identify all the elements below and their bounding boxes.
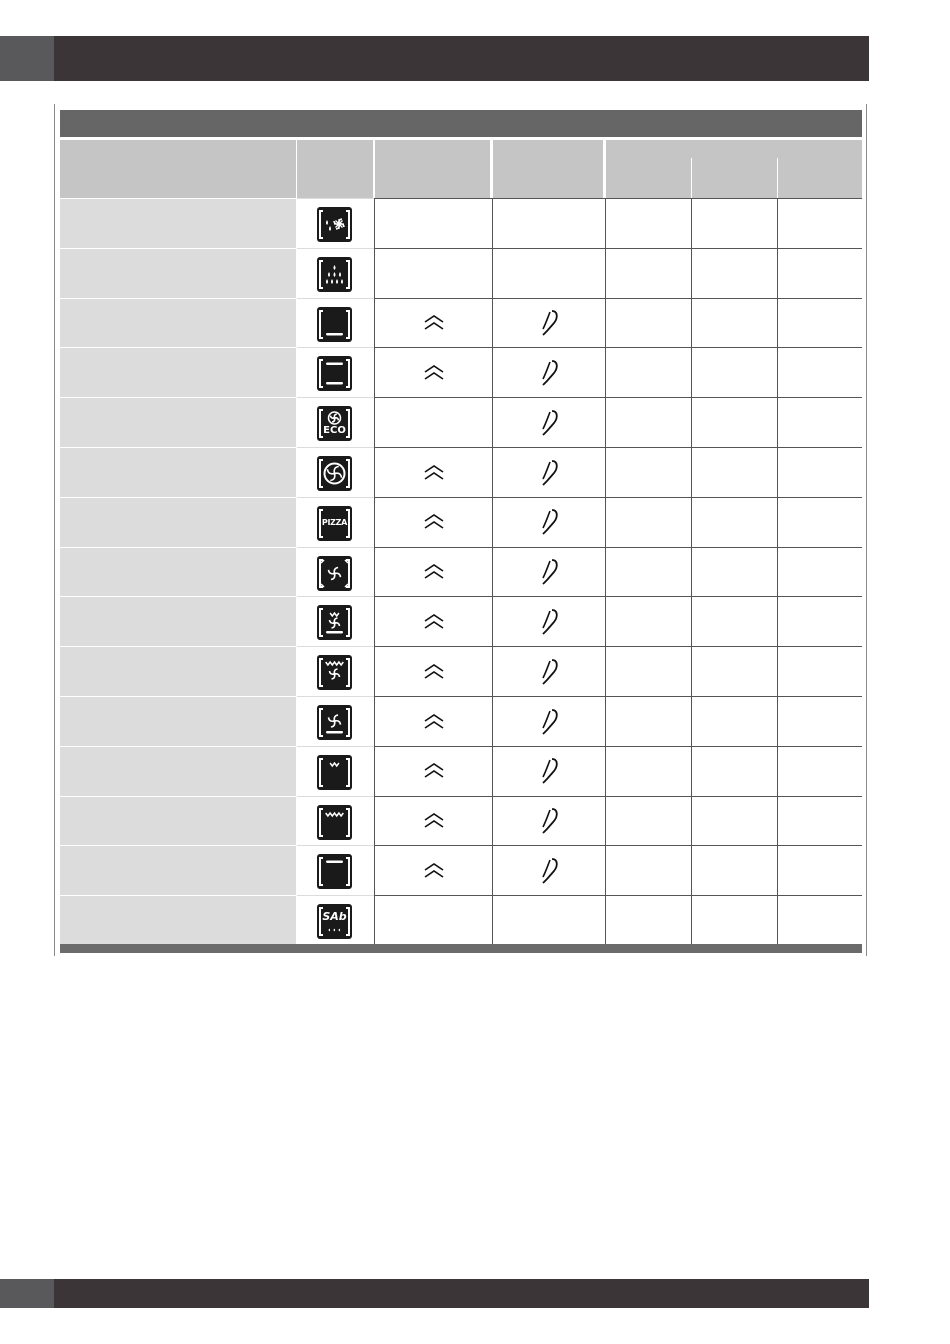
table-row	[60, 248, 862, 298]
temperature-cell	[605, 895, 691, 945]
meat-probe-icon	[538, 708, 560, 736]
temperature-cell	[691, 397, 777, 447]
temperature-cell	[777, 198, 862, 248]
temperature-cell	[691, 696, 777, 746]
table-row	[60, 796, 862, 846]
chevron-up-icon	[423, 614, 445, 630]
probe-cell	[492, 298, 605, 348]
temperature-cell	[691, 298, 777, 348]
table-row	[60, 547, 862, 597]
probe-cell	[492, 646, 605, 696]
header-probe	[493, 140, 603, 198]
shelf-position-cell	[374, 298, 492, 348]
top-header-bar	[0, 36, 869, 81]
shelf-position-cell	[374, 895, 492, 945]
symbol-cell	[297, 845, 374, 895]
shelf-position-cell	[374, 845, 492, 895]
function-name-cell	[60, 347, 296, 397]
table-row	[60, 198, 862, 248]
eco-fan-icon	[317, 406, 352, 441]
header-symbol	[297, 140, 373, 198]
bottom-heat-icon	[317, 307, 352, 342]
probe-cell	[492, 347, 605, 397]
grill-icon	[317, 755, 352, 790]
shelf-position-cell	[374, 447, 492, 497]
function-name-cell	[60, 696, 296, 746]
temperature-cell	[777, 845, 862, 895]
table-row	[60, 646, 862, 696]
chevron-up-icon	[423, 763, 445, 779]
temperature-cell	[691, 746, 777, 796]
probe-cell	[492, 447, 605, 497]
function-name-cell	[60, 895, 296, 945]
temperature-cell	[777, 497, 862, 547]
function-name-cell	[60, 646, 296, 696]
full-grill-icon	[317, 805, 352, 840]
steam-icon	[317, 257, 352, 292]
function-name-cell	[60, 198, 296, 248]
probe-cell	[492, 497, 605, 547]
symbol-cell	[297, 895, 374, 945]
meat-probe-icon	[538, 608, 560, 636]
symbol-cell	[297, 298, 374, 348]
symbol-cell	[297, 596, 374, 646]
meat-probe-icon	[538, 757, 560, 785]
temperature-cell	[777, 895, 862, 945]
chevron-up-icon	[423, 863, 445, 879]
chevron-up-icon	[423, 714, 445, 730]
temperature-cell	[605, 796, 691, 846]
probe-cell	[492, 596, 605, 646]
temperature-cell	[605, 596, 691, 646]
table-row	[60, 298, 862, 348]
top-bottom-heat-icon	[317, 356, 352, 391]
shelf-position-cell	[374, 347, 492, 397]
probe-cell	[492, 248, 605, 298]
symbol-cell	[297, 746, 374, 796]
table-row	[60, 497, 862, 547]
temperature-cell	[777, 796, 862, 846]
badge-label: ECO	[323, 425, 346, 437]
bottom-footer-bar	[0, 1279, 869, 1308]
header-shelf-position	[375, 140, 490, 198]
table-row	[60, 447, 862, 497]
symbol-cell	[297, 198, 374, 248]
shelf-position-cell	[374, 746, 492, 796]
table-row	[60, 746, 862, 796]
symbol-cell	[297, 447, 374, 497]
temperature-cell	[605, 845, 691, 895]
badge-label: SAb	[322, 910, 347, 924]
table-row	[60, 397, 862, 447]
chevron-up-icon	[423, 465, 445, 481]
temperature-cell	[777, 547, 862, 597]
function-name-cell	[60, 845, 296, 895]
header-tab-marker	[0, 36, 54, 81]
symbol-cell	[297, 248, 374, 298]
probe-cell	[492, 198, 605, 248]
temperature-cell	[605, 447, 691, 497]
symbol-cell	[297, 347, 374, 397]
shelf-position-cell	[374, 547, 492, 597]
probe-cell	[492, 796, 605, 846]
temperature-cell	[777, 746, 862, 796]
temperature-cell	[605, 547, 691, 597]
temperature-cell	[605, 746, 691, 796]
function-name-cell	[60, 397, 296, 447]
meat-probe-icon	[538, 658, 560, 686]
probe-cell	[492, 746, 605, 796]
fan-ring-heat-icon	[317, 556, 352, 591]
probe-cell	[492, 696, 605, 746]
header-temperature-group	[606, 140, 862, 198]
temperature-cell	[777, 248, 862, 298]
shelf-position-cell	[374, 646, 492, 696]
probe-cell	[492, 895, 605, 945]
probe-cell	[492, 397, 605, 447]
table-bottom-rule	[60, 944, 862, 953]
meat-probe-icon	[538, 459, 560, 487]
temperature-cell	[777, 347, 862, 397]
function-name-cell	[60, 547, 296, 597]
temperature-cell	[691, 895, 777, 945]
shelf-position-cell	[374, 696, 492, 746]
shelf-position-cell	[374, 248, 492, 298]
shelf-position-cell	[374, 796, 492, 846]
temperature-cell	[777, 646, 862, 696]
function-name-cell	[60, 497, 296, 547]
pizza-icon	[317, 506, 352, 541]
temperature-cell	[691, 646, 777, 696]
temperature-cell	[777, 596, 862, 646]
header-function-name	[60, 140, 296, 198]
shelf-position-cell	[374, 397, 492, 447]
shelf-position-cell	[374, 596, 492, 646]
table-row	[60, 596, 862, 646]
meat-probe-icon	[538, 309, 560, 337]
temperature-cell	[605, 696, 691, 746]
chevron-up-icon	[423, 564, 445, 580]
symbol-cell	[297, 646, 374, 696]
fan-icon	[317, 456, 352, 491]
temperature-cell	[691, 547, 777, 597]
temperature-cell	[691, 497, 777, 547]
table-row	[60, 845, 862, 895]
table-row	[60, 696, 862, 746]
temperature-cell	[691, 447, 777, 497]
temperature-cell	[605, 347, 691, 397]
shelf-position-cell	[374, 497, 492, 547]
temperature-cell	[691, 198, 777, 248]
probe-cell	[492, 547, 605, 597]
meat-probe-icon	[538, 807, 560, 835]
symbol-cell	[297, 696, 374, 746]
chevron-up-icon	[423, 315, 445, 331]
temperature-cell	[691, 796, 777, 846]
temperature-cell	[605, 397, 691, 447]
function-name-cell	[60, 596, 296, 646]
temperature-cell	[605, 198, 691, 248]
meat-probe-icon	[538, 409, 560, 437]
temperature-cell	[777, 298, 862, 348]
chevron-up-icon	[423, 365, 445, 381]
meat-probe-icon	[538, 558, 560, 586]
meat-probe-icon	[538, 508, 560, 536]
sabbath-icon	[317, 904, 352, 939]
temperature-cell	[605, 248, 691, 298]
symbol-cell	[297, 397, 374, 447]
temperature-cell	[691, 845, 777, 895]
function-name-cell	[60, 248, 296, 298]
footer-tab-marker	[0, 1279, 54, 1308]
temperature-cell	[691, 347, 777, 397]
chevron-up-icon	[423, 664, 445, 680]
fan-grill-icon	[317, 605, 352, 640]
table-title-bar	[60, 110, 862, 137]
temperature-cell	[605, 497, 691, 547]
table-row	[60, 895, 862, 945]
chevron-up-icon	[423, 813, 445, 829]
temperature-cell	[777, 397, 862, 447]
symbol-cell	[297, 497, 374, 547]
function-name-cell	[60, 298, 296, 348]
defrost-icon	[317, 207, 352, 242]
function-name-cell	[60, 796, 296, 846]
temperature-cell	[691, 248, 777, 298]
symbol-cell	[297, 796, 374, 846]
temperature-cell	[605, 646, 691, 696]
temperature-cell	[777, 696, 862, 746]
top-heat-icon	[317, 854, 352, 889]
temperature-cell	[605, 298, 691, 348]
header-subdivider	[691, 158, 692, 198]
meat-probe-icon	[538, 857, 560, 885]
probe-cell	[492, 845, 605, 895]
table-row	[60, 347, 862, 397]
fan-full-grill-icon	[317, 655, 352, 690]
symbol-cell	[297, 547, 374, 597]
temperature-cell	[691, 596, 777, 646]
function-name-cell	[60, 746, 296, 796]
badge-label: PIZZA	[321, 517, 348, 527]
function-name-cell	[60, 447, 296, 497]
fan-bottom-heat-icon	[317, 705, 352, 740]
shelf-position-cell	[374, 198, 492, 248]
header-subdivider	[777, 158, 778, 198]
temperature-cell	[777, 447, 862, 497]
chevron-up-icon	[423, 514, 445, 530]
meat-probe-icon	[538, 359, 560, 387]
